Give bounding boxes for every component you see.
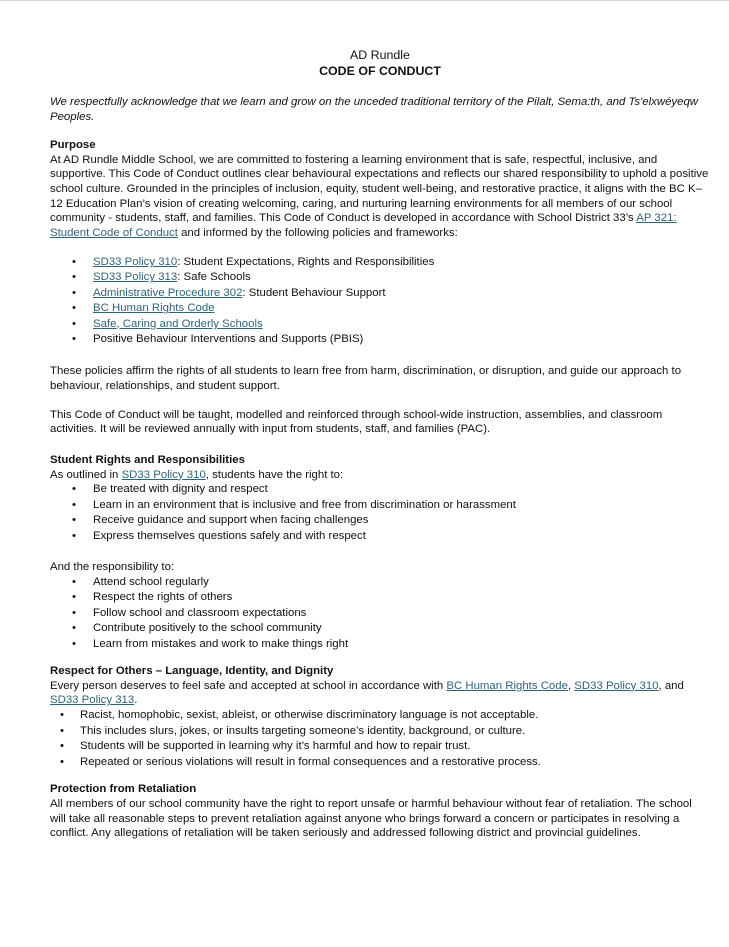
bullet-icon: •	[72, 317, 76, 330]
list-item	[50, 270, 710, 286]
right-text: Be treated with dignity and respect	[93, 483, 268, 496]
responsibility-list	[50, 575, 710, 653]
purpose-heading: Purpose	[50, 139, 96, 152]
bullet-icon: •	[72, 333, 76, 346]
bullet-icon: •	[72, 483, 76, 496]
list-item	[50, 286, 710, 302]
list-item	[50, 529, 710, 545]
list-item	[50, 590, 710, 606]
policy-desc: : Student Behaviour Support	[242, 286, 386, 299]
respect-intro-start: Every person deserves to feel safe and accepted at school in accordance with	[50, 679, 447, 692]
rights-section	[50, 453, 710, 652]
respect-item-text: Racist, homophobic, sexist, ableist, or otherwise discriminatory language is not acceptable.	[80, 708, 539, 721]
policy-desc: : Safe Schools	[177, 271, 251, 284]
responsibility-text: Follow school and classroom expectations	[93, 606, 307, 619]
responsibility-text: Attend school regularly	[93, 575, 209, 588]
document-title: CODE OF CONDUCT	[319, 64, 441, 78]
bullet-icon: •	[72, 514, 76, 527]
purpose-body	[50, 153, 710, 241]
list-item	[50, 637, 710, 653]
respect-item-text: Repeated or serious violations will result in formal consequences and a restorative process.	[80, 755, 541, 768]
rights-list	[50, 482, 710, 544]
list-item	[50, 317, 710, 333]
bullet-icon: •	[72, 637, 76, 650]
rights-intro-end: , students have the right to:	[205, 468, 344, 481]
rights-intro	[50, 468, 710, 483]
bullet-icon: •	[72, 271, 76, 284]
ap302-link[interactable]: Administrative Procedure 302	[93, 286, 243, 299]
responsibility-text: Contribute positively to the school community	[93, 622, 322, 635]
bullet-icon: •	[72, 286, 76, 299]
respect-heading: Respect for Others – Language, Identity, and Dignity	[50, 665, 334, 678]
rights-heading: Student Rights and Responsibilities	[50, 453, 245, 466]
respect-section	[50, 664, 710, 770]
list-item	[50, 575, 710, 591]
responsibility-intro: And the responsibility to:	[50, 561, 175, 574]
purpose-body-text: At AD Rundle Middle School, we are committed to fostering a learning environment that is safe, respectful, inclusive, and supportive. This Code of Conduct outlines clear behavioural expectations and reflects our shared responsibility to uphold a positive school culture. Grounded in the principles of inclusion, equity, student well-being, and restorative practice, it aligns with the BC K–12 Education Plan’s vision of creating welcoming, caring, and nurturing learning environments for all members of our school community - students, staff, and families. This Code of Conduct is developed in accordance with School District 33’s	[50, 153, 709, 225]
list-item	[50, 621, 710, 637]
respect-policy-313-link[interactable]: SD33 Policy 313	[50, 694, 135, 707]
bullet-icon: •	[72, 255, 76, 268]
bullet-icon: •	[72, 575, 76, 588]
bullet-icon: •	[60, 724, 64, 737]
respect-item-text: Students will be supported in learning why it’s harmful and how to repair trust.	[80, 740, 471, 753]
bullet-icon: •	[72, 302, 76, 315]
list-item	[50, 724, 710, 740]
retaliation-section	[50, 782, 710, 840]
respect-policy-310-link[interactable]: SD33 Policy 310	[574, 679, 659, 692]
page-top-border	[0, 0, 729, 1]
policy-desc: : Student Expectations, Rights and Responsibilities	[177, 255, 435, 268]
bullet-icon: •	[72, 529, 76, 542]
school-name: AD Rundle	[350, 48, 410, 62]
responsibility-text: Respect the rights of others	[93, 591, 233, 604]
list-item	[50, 255, 710, 271]
policy-310-link[interactable]: SD33 Policy 310	[93, 255, 178, 268]
policy-313-link[interactable]: SD33 Policy 313	[93, 271, 178, 284]
bullet-icon: •	[72, 498, 76, 511]
human-rights-code-link[interactable]: BC Human Rights Code	[93, 302, 215, 315]
rights-intro-start: As outlined in	[50, 468, 122, 481]
list-item	[50, 498, 710, 514]
ap321-link[interactable]: AP 321: Student Code of Conduct	[50, 212, 677, 239]
purpose-body-end: and informed by the following policies and frameworks:	[177, 226, 458, 239]
safe-caring-schools-link[interactable]: Safe, Caring and Orderly Schools	[93, 317, 263, 330]
taught-paragraph: This Code of Conduct will be taught, modelled and reinforced through school-wide instruction, assemblies, and classroom activities. It will be reviewed annually with input from students, staff, and families (PAC).	[50, 408, 663, 436]
land-acknowledgement: We respectfully acknowledge that we learn and grow on the unceded traditional territory of the Pilalt, Sema:th, and Ts'elxwéyeqw Peoples.	[50, 96, 699, 123]
list-item	[50, 332, 710, 348]
list-item	[50, 482, 710, 498]
respect-human-rights-link[interactable]: BC Human Rights Code	[446, 679, 568, 692]
rights-policy-310-link[interactable]: SD33 Policy 310	[121, 468, 206, 481]
list-item	[50, 301, 710, 317]
respect-item-text: This includes slurs, jokes, or insults targeting someone’s identity, background, or culture.	[80, 724, 526, 737]
list-item	[50, 513, 710, 529]
separator: ,	[567, 679, 575, 692]
right-text: Learn in an environment that is inclusive and free from discrimination or harassment	[93, 498, 516, 511]
respect-intro	[50, 679, 710, 708]
respect-intro-end: .	[134, 694, 138, 707]
bullet-icon: •	[60, 755, 64, 768]
list-item	[50, 755, 710, 771]
separator: , and	[658, 679, 684, 692]
policies-list	[50, 255, 710, 348]
pbis-text: Positive Behaviour Interventions and Supports (PBIS)	[93, 333, 364, 346]
bullet-icon: •	[72, 591, 76, 604]
right-text: Express themselves questions safely and with respect	[93, 529, 366, 542]
bullet-icon: •	[60, 708, 64, 721]
list-item	[50, 606, 710, 622]
list-item	[50, 708, 710, 724]
purpose-section	[50, 138, 710, 437]
bullet-icon: •	[72, 606, 76, 619]
respect-list	[50, 708, 710, 770]
affirm-paragraph: These policies affirm the rights of all students to learn free from harm, discrimination, or disruption, and guide our approach to behaviour, relationships, and student support.	[50, 364, 682, 392]
bullet-icon: •	[72, 622, 76, 635]
bullet-icon: •	[60, 740, 64, 753]
responsibility-text: Learn from mistakes and work to make things right	[93, 637, 349, 650]
retaliation-body: All members of our school community have the right to report unsafe or harmful behaviour without fear of retaliation. The school will take all reasonable steps to prevent retaliation against anyone who brings forward a concern or participates in resolving a conflict. Any allegations of retaliation will be taken seriously and addressed following district and provincial guidelines.	[50, 797, 692, 840]
list-item	[50, 739, 710, 755]
right-text: Receive guidance and support when facing challenges	[93, 514, 369, 527]
document-page	[50, 47, 710, 841]
retaliation-heading: Protection from Retaliation	[50, 783, 197, 796]
